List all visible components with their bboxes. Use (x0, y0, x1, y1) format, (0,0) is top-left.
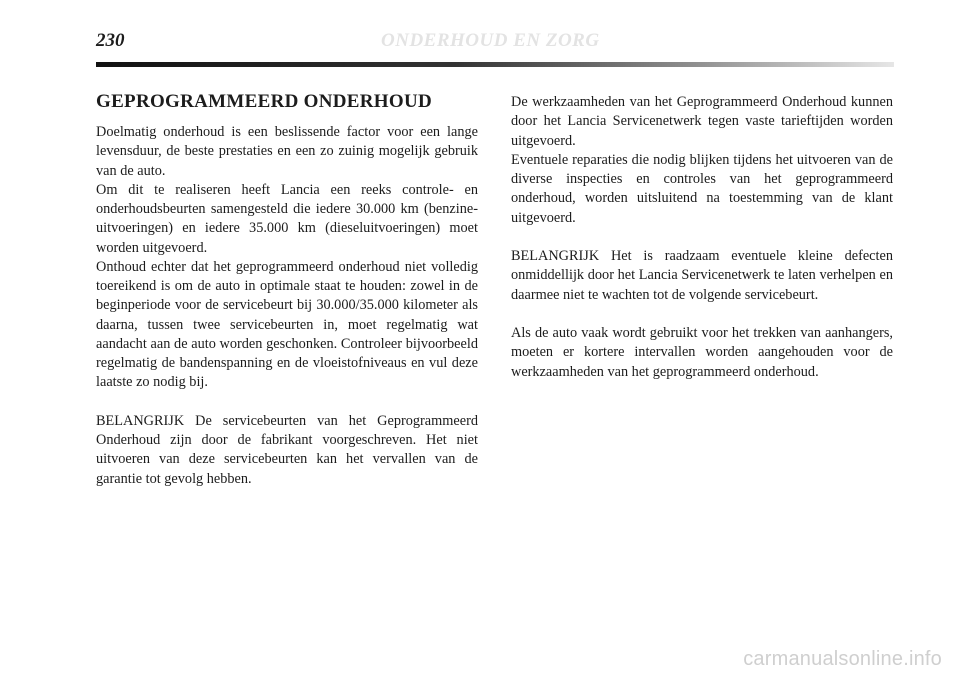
page-number: 230 (96, 30, 125, 51)
paragraph-important-warranty: BELANGRIJK De servicebeurten van het Geprogrammeerd Onderhoud zijn door de fabrikant voorgeschreven. Het niet uitvoeren van deze servicebeurten kan het vervallen van de garantie tot gevolg hebben. (96, 412, 478, 487)
right-column (511, 93, 893, 382)
paragraph-trailer-towing: Als de auto vaak wordt gebruikt voor het trekken van aanhangers, moeten er kortere intervallen worden aangehouden voor de werkzaamheden van het geprogrammeerd onderhoud. (511, 325, 893, 380)
paragraph-regular-checks: Onthoud echter dat het geprogrammeerd onderhoud niet volledig toereikend is om de auto in optimale staat te houden: zowel in de beginperiode voor de servicebeurt bij 30.000/35.000 kilometer als daarna, tussen twee servicebeurten in, moet regelmatig wat aandacht aan de auto worden geschonken. Controleer bijvoorbeeld regelmatig de bandenspanning en de vloeistofniveaus en vul deze laatste zo nodig bij. (96, 258, 478, 391)
paragraph-repairs-consent: Eventuele reparaties die nodig blijken tijdens het uitvoeren van de diverse inspecties en controles van het geprogrammeerd onderhoud, worden uitsluitend na toestemming van de klant uitgevoerd. (511, 151, 893, 226)
paragraph-intro: Doelmatig onderhoud is een beslissende factor voor een lange levensduur, de beste prestaties en een zo zuinig mogelijk gebruik van de auto. (96, 124, 478, 179)
left-column (96, 90, 478, 489)
paragraph-spacer (511, 228, 893, 247)
paragraph-service-intervals: Om dit te realiseren heeft Lancia een reeks controle- en onderhoudsbeurten samengesteld die iedere 30.000 km (benzine-uitvoeringen) en iedere 35.000 km (dieseluitvoeringen) moet worden uitgevoerd. (96, 181, 478, 256)
section-title: GEPROGRAMMEERD ONDERHOUD (96, 91, 432, 112)
header-divider (96, 62, 894, 67)
running-title: ONDERHOUD EN ZORG (381, 30, 600, 51)
paragraph-important-defects: BELANGRIJK Het is raadzaam eventuele kleine defecten onmiddellijk door het Lancia Servicenetwerk te laten verhelpen en daarmee niet te wachten tot de volgende servicebeurt. (511, 248, 893, 303)
watermark-text: carmanualsonline.info (743, 648, 942, 670)
paragraph-spacer (511, 305, 893, 324)
paragraph-spacer (96, 393, 478, 412)
page-header (96, 30, 894, 54)
paragraph-service-network: De werkzaamheden van het Geprogrammeerd Onderhoud kunnen door het Lancia Servicenetwerk tegen vaste tarieftijden worden uitgevoerd. (511, 94, 893, 149)
